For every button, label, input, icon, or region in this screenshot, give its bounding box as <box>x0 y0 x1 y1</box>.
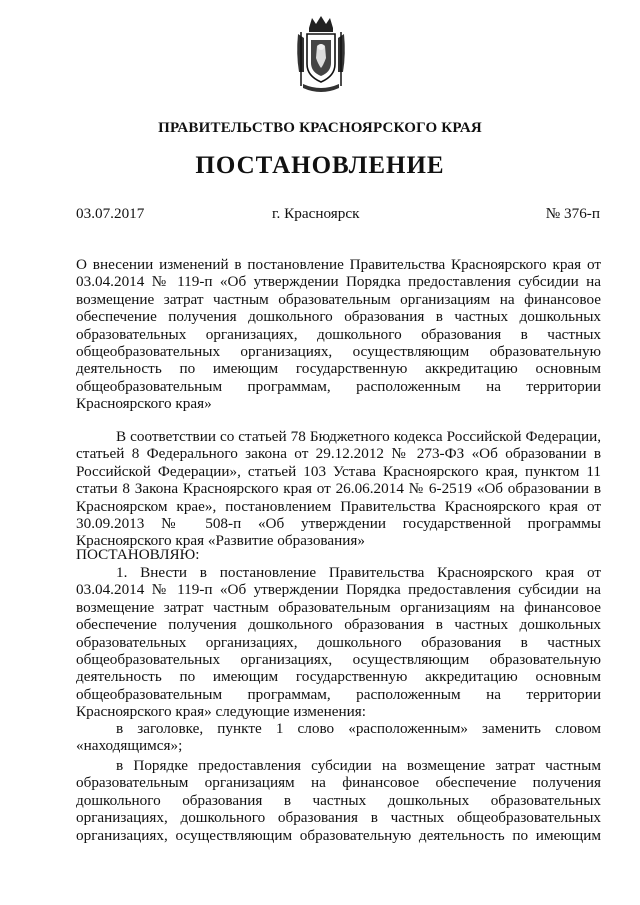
preamble-paragraph: В соответствии со статьей 78 Бюджетного кодекса Российской Федерации, статьей 8 Федерального закона от 29.12.2012 № 273-ФЗ «Об образовании в Российской Федерации», статьей 103 Устава Красноярского края, пунктом 11 статьи 8 Закона Красноярского края от 26.06.2014 № 6-2519 «Об образовании в Красноярском крае», постановлением Правительства Красноярского края от 30.09.2013 № 508-п «Об утверждении государственной программы Красноярского края «Развитие образования» <box>76 428 601 550</box>
item-1-sub-b: в Порядке предоставления субсидии на возмещение затрат частным образовательным организациям на финансовое обеспечение получения дошкольного образования в частных дошкольных образовательных организациях, дошкольного образования в частных общеобразовательных организациях, осуществляющим образовательную деятельность по имеющим <box>76 757 601 844</box>
item-1-sub-a: в заголовке, пункте 1 слово «расположенным» заменить словом «находящимся»; <box>76 720 601 755</box>
coat-of-arms-icon <box>295 14 347 98</box>
document-date: 03.07.2017 <box>76 205 145 222</box>
document-number: № 376-п <box>545 205 600 222</box>
decree-word: ПОСТАНОВЛЯЮ: <box>76 546 200 563</box>
document-city: г. Красноярск <box>272 205 360 222</box>
document-type: ПОСТАНОВЛЕНИЕ <box>195 152 445 179</box>
document-subject: О внесении изменений в постановление Правительства Красноярского края от 03.04.2014 № 119-п «Об утверждении Порядка предоставления субсидии на возмещение затрат частным образовательным организациям на финансовое обеспечение получения дошкольного образования в частных дошкольных образовательных организациях, дошкольного образования в частных общеобразовательных организациях, осуществляющим образовательную деятельность по имеющим государственную аккредитацию основным общеобразовательным программам, расположенным на территории Красноярского края» <box>76 256 601 413</box>
item-1-paragraph: 1. Внести в постановление Правительства Красноярского края от 03.04.2014 № 119-п «Об утверждении Порядка предоставления субсидии на возмещение затрат частным образовательным организациям на финансовое обеспечение получения дошкольного образования в частных дошкольных образовательных организациях, дошкольного образования в частных общеобразовательных организациях, осуществляющим образовательную деятельность по имеющим государственную аккредитацию основным общеобразовательным программам, расположенным на территории Красноярского края» следующие изменения: <box>76 564 601 721</box>
government-name: ПРАВИТЕЛЬСТВО КРАСНОЯРСКОГО КРАЯ <box>158 120 482 136</box>
